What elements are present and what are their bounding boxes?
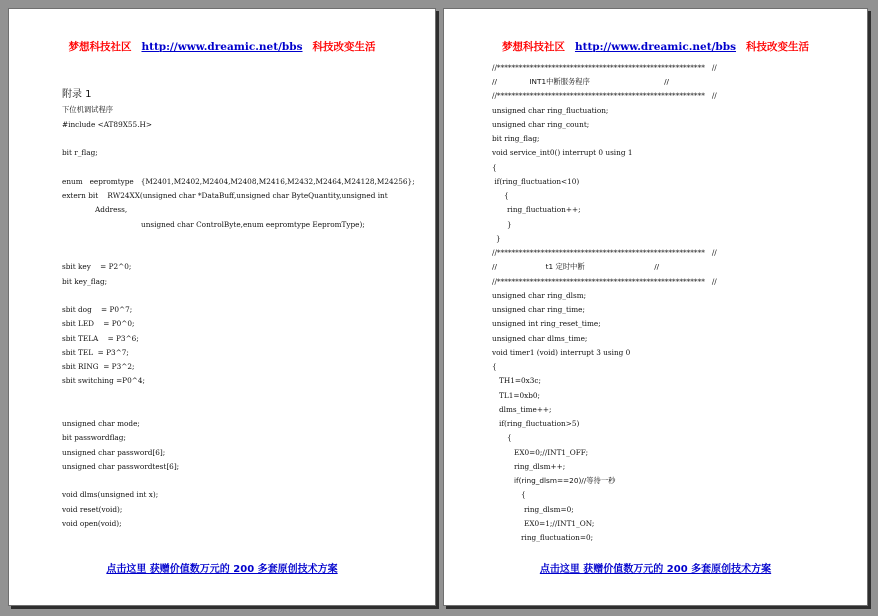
code-line: sbit TEL = P3^7; xyxy=(62,348,129,357)
code-line: EX0=1;//INT1_ON; xyxy=(524,519,595,528)
code-line: { xyxy=(492,362,497,371)
code-line: unsigned char ring_time; xyxy=(492,305,585,314)
code-line: bit ring_flag; xyxy=(492,134,540,143)
code-line: EX0=0;//INT1_OFF; xyxy=(514,448,589,457)
code-line: unsigned char ring_dlsm; xyxy=(492,291,587,300)
code-line: } xyxy=(496,234,501,243)
appendix-heading: 附录 1 xyxy=(62,89,92,100)
footer-promo-link[interactable]: 点击这里 获赠价值数万元的 200 多套原创技术方案 xyxy=(106,564,338,575)
code-line: #include <AT89X55.H> xyxy=(62,120,152,129)
code-line: unsigned char password[6]; xyxy=(62,448,166,457)
code-line: void reset(void); xyxy=(62,505,123,514)
code-line: ring_dlsm=0; xyxy=(524,505,574,514)
document-page-left xyxy=(8,8,436,606)
code-line: Address, xyxy=(95,205,128,214)
code-comment-line: //********************************************************* // xyxy=(492,248,717,257)
code-line: if(ring_fluctuation<10) xyxy=(492,177,580,186)
code-line: sbit key = P2^0; xyxy=(62,262,132,271)
code-line: sbit dog = P0^7; xyxy=(62,305,133,314)
code-line: void open(void); xyxy=(62,519,122,528)
code-comment-line: //********************************************************* // xyxy=(492,277,717,286)
code-comment-line: // t1 定时中断 // xyxy=(492,262,660,271)
document-page-right xyxy=(443,8,868,606)
page-header xyxy=(444,39,867,54)
code-line: unsigned char passwordtest[6]; xyxy=(62,462,180,471)
code-line: sbit RING = P3^2; xyxy=(62,362,135,371)
code-line: enum eepromtype {M2401,M2402,M2404,M2408,M2416,M2432,M2464,M24128,M24256}; xyxy=(62,177,415,186)
page-header xyxy=(9,39,435,54)
code-line: dlms_time++; xyxy=(499,405,552,414)
header-site-name: 梦想科技社区 xyxy=(68,41,132,53)
code-line: bit passwordflag; xyxy=(62,433,126,442)
code-line: if(ring_fluctuation>5) xyxy=(499,419,580,428)
code-line: ring_dlsm++; xyxy=(514,462,566,471)
code-line: unsigned char dlms_time; xyxy=(492,334,588,343)
code-line: void service_int0() interrupt 0 using 1 xyxy=(492,148,633,157)
code-line: bit key_flag; xyxy=(62,277,108,286)
header-url-link[interactable]: http://www.dreamic.net/bbs xyxy=(574,41,737,53)
code-line: unsigned char ControlByte,enum eepromtype EepromType); xyxy=(141,220,365,229)
code-line: sbit switching =P0^4; xyxy=(62,376,145,385)
header-slogan: 科技改变生活 xyxy=(746,41,810,53)
code-line: { xyxy=(507,433,512,442)
header-url-link[interactable]: http://www.dreamic.net/bbs xyxy=(141,41,303,53)
code-line: ring_fluctuation++; xyxy=(507,205,581,214)
code-line: unsigned char ring_count; xyxy=(492,120,590,129)
code-line: sbit LED = P0^0; xyxy=(62,319,135,328)
code-comment-line: //********************************************************* // xyxy=(492,91,717,100)
code-comment-line: //********************************************************* // xyxy=(492,63,717,72)
code-line: TL1=0xb0; xyxy=(499,391,540,400)
code-line: bit r_flag; xyxy=(62,148,98,157)
code-line: unsigned int ring_reset_time; xyxy=(492,319,601,328)
code-line: if(ring_dlsm==20)//等待一秒 xyxy=(514,476,616,485)
code-line: { xyxy=(521,490,526,499)
code-line: sbit TELA = P3^6; xyxy=(62,334,139,343)
code-line: unsigned char ring_fluctuation; xyxy=(492,106,609,115)
code-line: { xyxy=(492,163,497,172)
footer-promo-link[interactable]: 点击这里 获赠价值数万元的 200 多套原创技术方案 xyxy=(539,564,772,575)
code-line: unsigned char mode; xyxy=(62,419,140,428)
code-line: TH1=0x3c; xyxy=(499,376,541,385)
code-line: } xyxy=(507,220,512,229)
code-line: extern bit RW24XX(unsigned char *DataBuff,unsigned char ByteQuantity,unsigned int xyxy=(62,191,388,200)
header-slogan: 科技改变生活 xyxy=(312,41,376,53)
code-line: void timer1 (void) interrupt 3 using 0 xyxy=(492,348,631,357)
header-site-name: 梦想科技社区 xyxy=(501,41,565,53)
code-line: ring_fluctuation=0; xyxy=(521,533,594,542)
code-line: { xyxy=(504,191,509,200)
appendix-subheading: 下位机调试程序 xyxy=(62,105,114,114)
code-comment-line: // INT1中断服务程序 // xyxy=(492,77,670,86)
code-line: void dlms(unsigned int x); xyxy=(62,490,159,499)
